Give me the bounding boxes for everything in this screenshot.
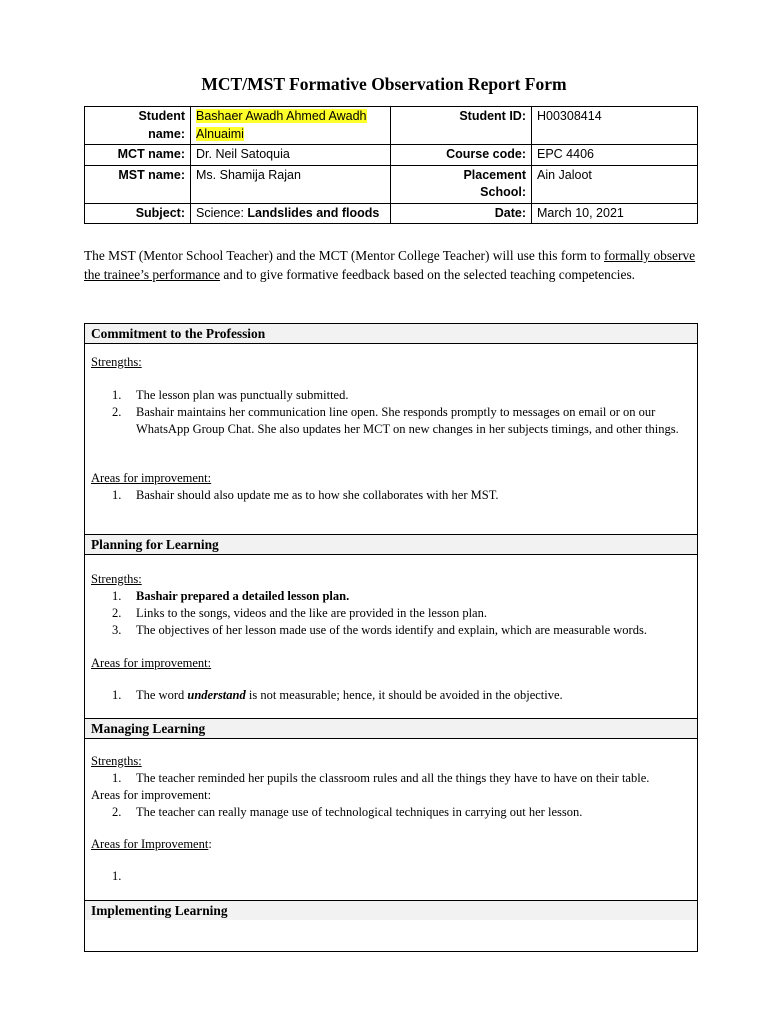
strengths-label: Strengths: — [91, 572, 142, 586]
student-id-value: H00308414 — [532, 107, 698, 145]
list-item: 2. The teacher can really manage use of technological techniques in carrying out her lesson. — [112, 805, 583, 819]
subject-value: Science: Landslides and floods — [191, 203, 391, 224]
section-body-planning — [85, 555, 697, 719]
observation-sections — [84, 323, 698, 952]
section-body-managing: Strengths: 1. The teacher reminded her pupils the classroom rules and all the things they have to have on their table. Areas for improvement: 2. The teacher can really manage use of technological techniques in carrying out her lesson. Areas for Improvement: 1. — [85, 739, 697, 901]
table-row — [85, 165, 698, 203]
student-id-label: Student ID: — [391, 107, 532, 145]
date-value: March 10, 2021 — [532, 203, 698, 224]
mct-name-value: Dr. Neil Satoquia — [191, 145, 391, 166]
list-item: 1. The word understand is not measurable; hence, it should be avoided in the objective. — [112, 688, 563, 702]
mst-name-label: MST name: — [85, 165, 191, 203]
list-item: 1. Bashair should also update me as to how she collaborates with her MST. — [112, 488, 499, 502]
table-row — [85, 145, 698, 166]
section-heading-managing: Managing Learning — [85, 719, 697, 739]
list-item: 1. Bashair prepared a detailed lesson plan. — [112, 589, 350, 603]
mct-name-label: MCT name: — [85, 145, 191, 166]
date-label: Date: — [391, 203, 532, 224]
improvement-label-2: Areas for Improvement: — [91, 837, 212, 851]
table-row — [85, 107, 698, 145]
table-row — [85, 203, 698, 224]
course-code-label: Course code: — [391, 145, 532, 166]
subject-label: Subject: — [85, 203, 191, 224]
strengths-list — [91, 387, 691, 438]
list-item: 2. Links to the songs, videos and the like are provided in the lesson plan. — [112, 606, 487, 620]
strengths-list — [91, 770, 691, 787]
strengths-label: Strengths: — [91, 754, 142, 768]
placement-school-value: Ain Jaloot — [532, 165, 698, 203]
list-item: 3. The objectives of her lesson made use of the words identify and explain, which are measurable words. — [112, 623, 647, 637]
student-name-value: Bashaer Awadh Ahmed Awadh Alnuaimi — [191, 107, 391, 145]
section-body-commitment — [85, 344, 697, 535]
form-title: MCT/MST Formative Observation Report Form — [201, 74, 567, 94]
list-item: 2. Bashair maintains her communication line open. She responds promptly to messages on email or on our WhatsApp Group Chat. She also updates her MCT on new changes in her subjects timings, and other things. — [112, 405, 679, 436]
section-heading-commitment: Commitment to the Profession — [85, 324, 697, 344]
section-heading-planning: Planning for Learning — [85, 535, 697, 555]
strengths-list — [91, 588, 691, 639]
list-item: 1. The teacher reminded her pupils the classroom rules and all the things they have to have on their table. — [112, 771, 650, 785]
improvement-label: Areas for improvement: — [91, 471, 212, 485]
improvement-list — [91, 487, 691, 504]
section-heading-implementing: Implementing Learning — [85, 901, 697, 920]
list-item: 1. The lesson plan was punctually submitted. — [112, 388, 349, 402]
student-name-label: Student name: — [85, 107, 191, 145]
improvement-list — [91, 804, 691, 821]
mst-name-value: Ms. Shamija Rajan — [191, 165, 391, 203]
intro-paragraph: The MST (Mentor School Teacher) and the MCT (Mentor College Teacher) will use this form to formally observe the trainee’s performance and to give formative feedback based on the selected teaching competencies. — [84, 248, 696, 282]
improvement-list — [91, 687, 691, 704]
strengths-label: Strengths: — [91, 355, 142, 369]
improvement-label: Areas for improvement: — [91, 788, 212, 802]
improvement-label: Areas for improvement: — [91, 656, 212, 670]
placement-school-label: Placement School: — [391, 165, 532, 203]
course-code-value: EPC 4406 — [532, 145, 698, 166]
student-info-table — [84, 106, 698, 224]
